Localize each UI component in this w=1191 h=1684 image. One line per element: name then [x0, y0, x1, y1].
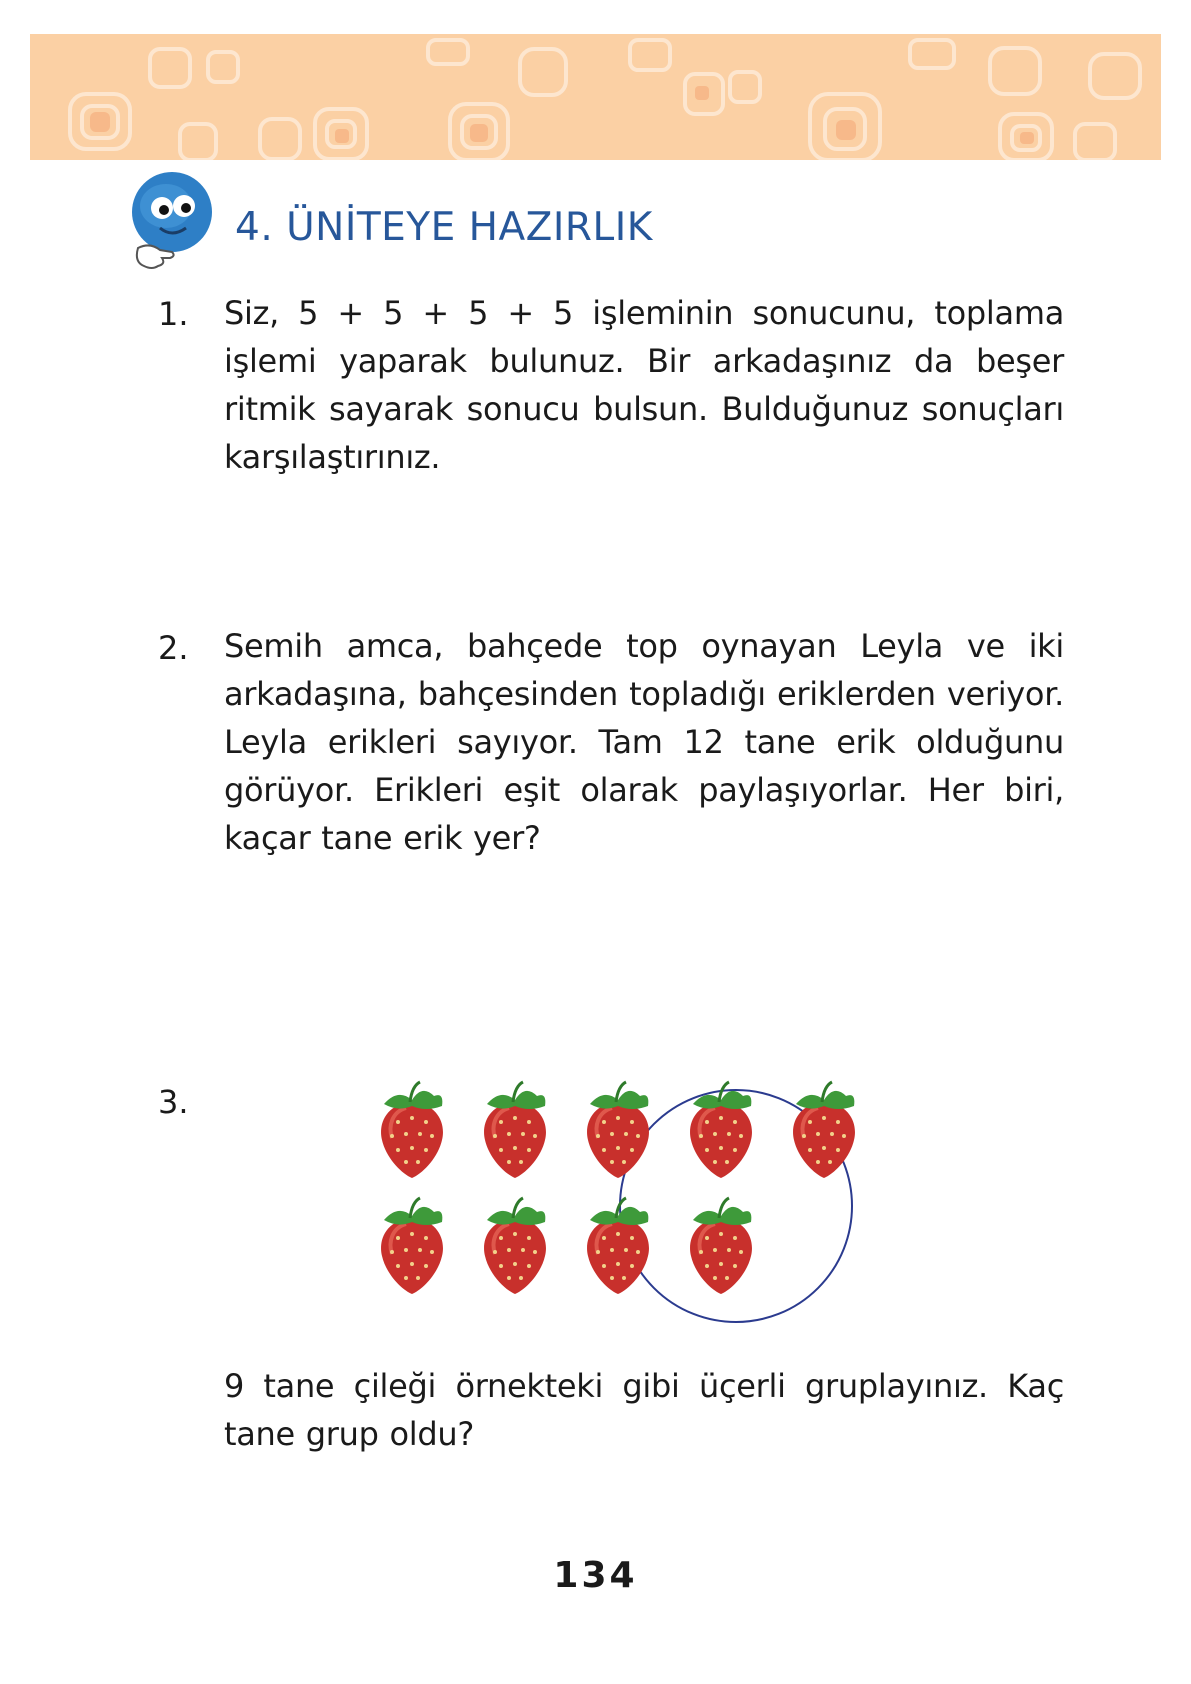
strawberry-grouping-figure: [360, 1070, 920, 1350]
strawberry-3: [587, 1082, 649, 1178]
strawberry-1: [381, 1082, 443, 1178]
strawberry-5: [793, 1082, 855, 1178]
strawberry-9: [690, 1198, 752, 1294]
strawberry-8: [587, 1198, 649, 1294]
decorative-header-banner: [30, 34, 1161, 160]
unit-title: 4. ÜNİTEYE HAZIRLIK: [235, 205, 653, 250]
mascot-pointing-icon: [130, 170, 230, 285]
strawberry-2: [484, 1082, 546, 1178]
strawberry-7: [484, 1198, 546, 1294]
question-3-text: 9 tane çileği örnekteki gibi üçerli gruplayınız. Kaç tane grup oldu?: [224, 1367, 1064, 1453]
question-2-number: 2.: [158, 629, 189, 667]
page-number: 134: [553, 1555, 638, 1596]
question-1-text: Siz, 5 + 5 + 5 + 5 işleminin sonucunu, toplama işlemi yaparak bulunuz. Bir arkadaşınız da beşer ritmik sayarak sonucu bulsun. Bulduğunuz sonuçları karşılaştırınız.: [224, 294, 1064, 476]
question-1-number: 1.: [158, 295, 189, 333]
question-3-number: 3.: [158, 1083, 189, 1121]
strawberry-6: [381, 1198, 443, 1294]
question-2-text: Semih amca, bahçede top oynayan Leyla ve iki arkadaşına, bahçesinden topladığı eriklerden veriyor. Leyla erikleri sayıyor. Tam 12 tane erik olduğunu görüyor. Erikleri eşit olarak paylaşıyorlar. Her biri, kaçar tane erik yer?: [224, 627, 1064, 857]
